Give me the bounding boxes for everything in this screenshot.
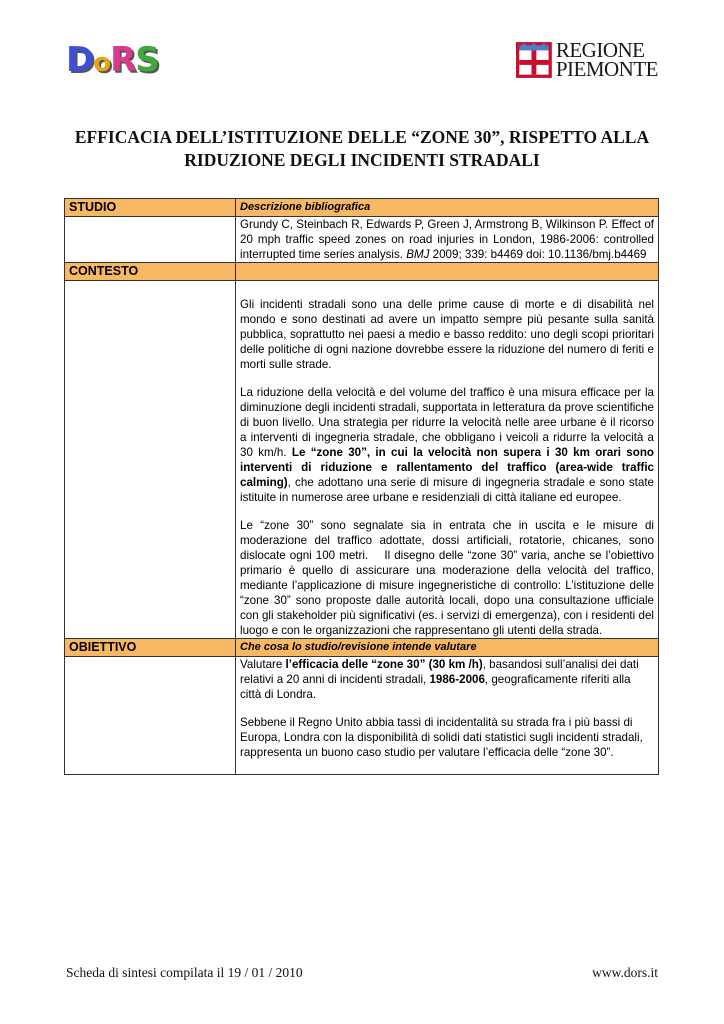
studio-content-row	[65, 217, 659, 263]
contesto-header-row	[65, 263, 659, 281]
dors-logo: DoRS	[66, 40, 159, 80]
obiettivo-label: OBIETTIVO	[65, 639, 236, 657]
obiettivo-content-row	[65, 657, 659, 775]
journal-name: BMJ	[406, 248, 430, 261]
piemonte-emblem-icon	[516, 38, 552, 82]
obiettivo-paragraph-1: Valutare l’efficacia delle “zone 30” (30 km /h), basandosi sull’analisi dei dati relativi a 20 anni di incidenti stradali, 1986-2006, geograficamente riferiti alla città di Londra.	[240, 658, 639, 701]
contesto-label: CONTESTO	[65, 263, 236, 281]
contesto-paragraph-1: Gli incidenti stradali sono una delle prime cause di morte e di disabilità nel mondo e sono destinati ad avere un impatto sempre più pesante sulla sanità pubblica, soprattutto nei paesi a medio e basso reddito: uno degli scopi prioritari delle politiche di ogni nazione dovrebbe essere la riduzione del numero di feriti e morti sulle strade.	[240, 298, 654, 371]
studio-header-row	[65, 199, 659, 217]
obiettivo-caption: Che cosa lo studio/revisione intende valutare	[236, 639, 659, 657]
regione-label: REGIONE	[555, 38, 645, 62]
contesto-paragraph-3: Le “zone 30” sono segnalate sia in entrata che in uscita e le misure di moderazione del traffico adottate, dossi artificiali, rotatorie, chicanes, sono dislocate ogni 100 metri. Il disegno delle “zone 30” varia, anche se l’obiettivo primario è quello di assicurare una moderazione della velocità del traffico, mediante l’applicazione di misure ingegneristiche di controllo: L’istituzione delle “zone 30” sono proposte dalle autorità locali, dopo una consultazione ufficiale con gli stakeholder più significativi (es. i servizi di emergenza), con i residenti del luogo e con le organizzazioni che rappresentano gli utenti della strada.	[240, 519, 658, 637]
contesto-content-row	[65, 281, 659, 639]
obiettivo-paragraph-2: Sebbene il Regno Unito abbia tassi di incidentalità su strada fra i più bassi di Europa, Londra con la disponibilità di solidi dati statistici sugli incidenti stradali, rappresenta un buono caso studio per valutare l’efficacia delle “zone 30”.	[240, 716, 643, 759]
regione-piemonte-logo	[516, 37, 658, 83]
summary-table	[64, 198, 659, 775]
document-title: EFFICACIA DELL’ISTITUZIONE DELLE “ZONE 30”, RISPETTO ALLA RIDUZIONE DEGLI INCIDENTI STRADALI	[74, 127, 650, 170]
studio-caption: Descrizione bibliografica	[236, 199, 659, 217]
studio-label: STUDIO	[65, 199, 236, 217]
footer-website-link[interactable]: www.dors.it	[592, 965, 658, 980]
studio-citation: Grundy C, Steinbach R, Edwards P, Green J, Armstrong B, Wilkinson P. Effect of 20 mph traffic speed zones on road injuries in London, 1986-2006: controlled interrupted time series analysis. BMJ 2009; 339: b4469 doi: 10.1136/bmj.b4469	[236, 217, 659, 263]
obiettivo-header-row	[65, 639, 659, 657]
piemonte-label: PIEMONTE	[555, 57, 658, 81]
footer-compiled-date: Scheda di sintesi compilata il 19 / 01 / 2010	[66, 965, 303, 980]
contesto-text	[236, 281, 659, 639]
obiettivo-text	[236, 657, 659, 775]
contesto-paragraph-2: La riduzione della velocità e del volume del traffico è una misura efficace per la diminuzione degli incidenti stradali, supportata in letteratura da prove scientifiche di buon livello. Una strategia per ridurre la velocità nelle aree urbane è il ricorso a interventi di ingegneria stradale, che obbligano i veicoli a ridurre la velocità a 30 km/h. Le “zone 30”, in cui la velocità non supera i 30 km orari sono interventi di riduzione e rallentamento del traffico (area-wide traffic calming), che adottano una serie di misure di ingegneria stradale e sono state istituite in numerose aree urbane e residenziali di città italiane ed europee.	[240, 386, 654, 504]
